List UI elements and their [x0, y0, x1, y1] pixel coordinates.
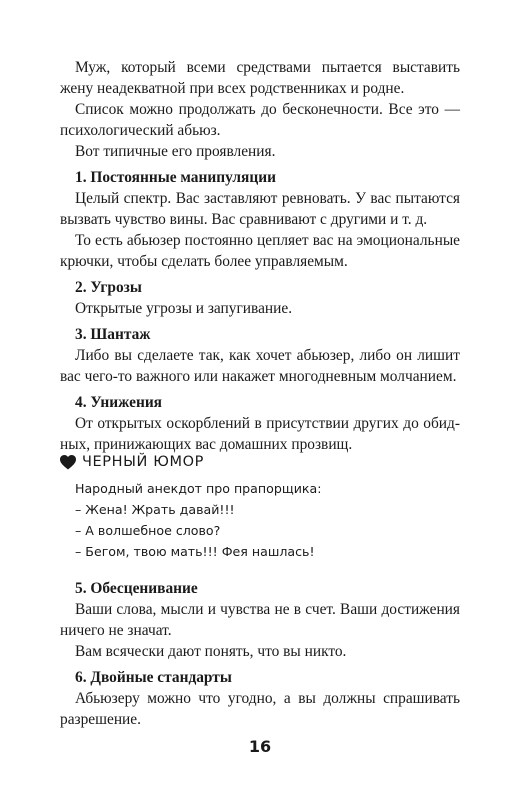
paragraph: Вам всячески дают понять, что вы никто. — [75, 643, 347, 660]
paragraph: Абьюзеру можно что угодно, а вы должны спрашивать разрешение. — [60, 690, 460, 728]
joke-line: – Жена! Жрать давай!!! — [75, 502, 235, 517]
paragraph: Ваши слова, мысли и чувства не в счет. Ваши достижения ничего не значат. — [60, 601, 460, 639]
joke-line: Народный анекдот про прапорщика: — [75, 481, 322, 496]
section-heading: 1. Постоянные манипуляции — [75, 169, 276, 186]
paragraph: Вот типичные его проявления. — [75, 143, 276, 160]
box-title — [60, 452, 460, 472]
main-text-upper — [60, 57, 460, 455]
joke-line: – Бегом, твою мать!!! Фея нашлась! — [75, 544, 315, 559]
section-heading: 5. Обесценивание — [75, 580, 198, 597]
paragraph: От открытых оскорблений в присутствии других до обидных, принижающих вас домашних прозвищ. — [60, 415, 460, 453]
paragraph: Открытые угрозы и запугивание. — [75, 300, 293, 317]
joke-line: – А волшебное слово? — [75, 523, 221, 538]
box-title-text: ЧЕРНЫЙ ЮМОР — [82, 454, 204, 470]
page-number: 16 — [248, 737, 272, 756]
section-heading: 6. Двойные стандарты — [75, 669, 232, 686]
paragraph: Муж, который всеми средствами пытается выставить жену неадекватной при всех родственниках и родне. — [60, 59, 460, 97]
main-text-lower — [60, 578, 460, 730]
paragraph: Список можно продолжать до бесконечности. Все это — психологический абьюз. — [60, 101, 460, 139]
heart-icon — [60, 455, 76, 470]
section-heading: 3. Шантаж — [75, 326, 151, 343]
paragraph: Либо вы сделаете так, как хочет абьюзер, либо он лишит вас чего-то важного или накажет многодневным молчанием. — [60, 347, 460, 385]
black-humor-box — [60, 452, 460, 562]
paragraph: Целый спектр. Вас заставляют ревновать. У вас пытаются вызвать чувство вины. Вас сравнивают с другими и т. д. — [60, 190, 460, 228]
section-heading: 2. Угрозы — [75, 279, 142, 296]
paragraph: То есть абьюзер постоянно цепляет вас на эмоциональные крючки, чтобы сделать более управляемым. — [60, 232, 460, 270]
section-heading: 4. Унижения — [75, 394, 163, 411]
